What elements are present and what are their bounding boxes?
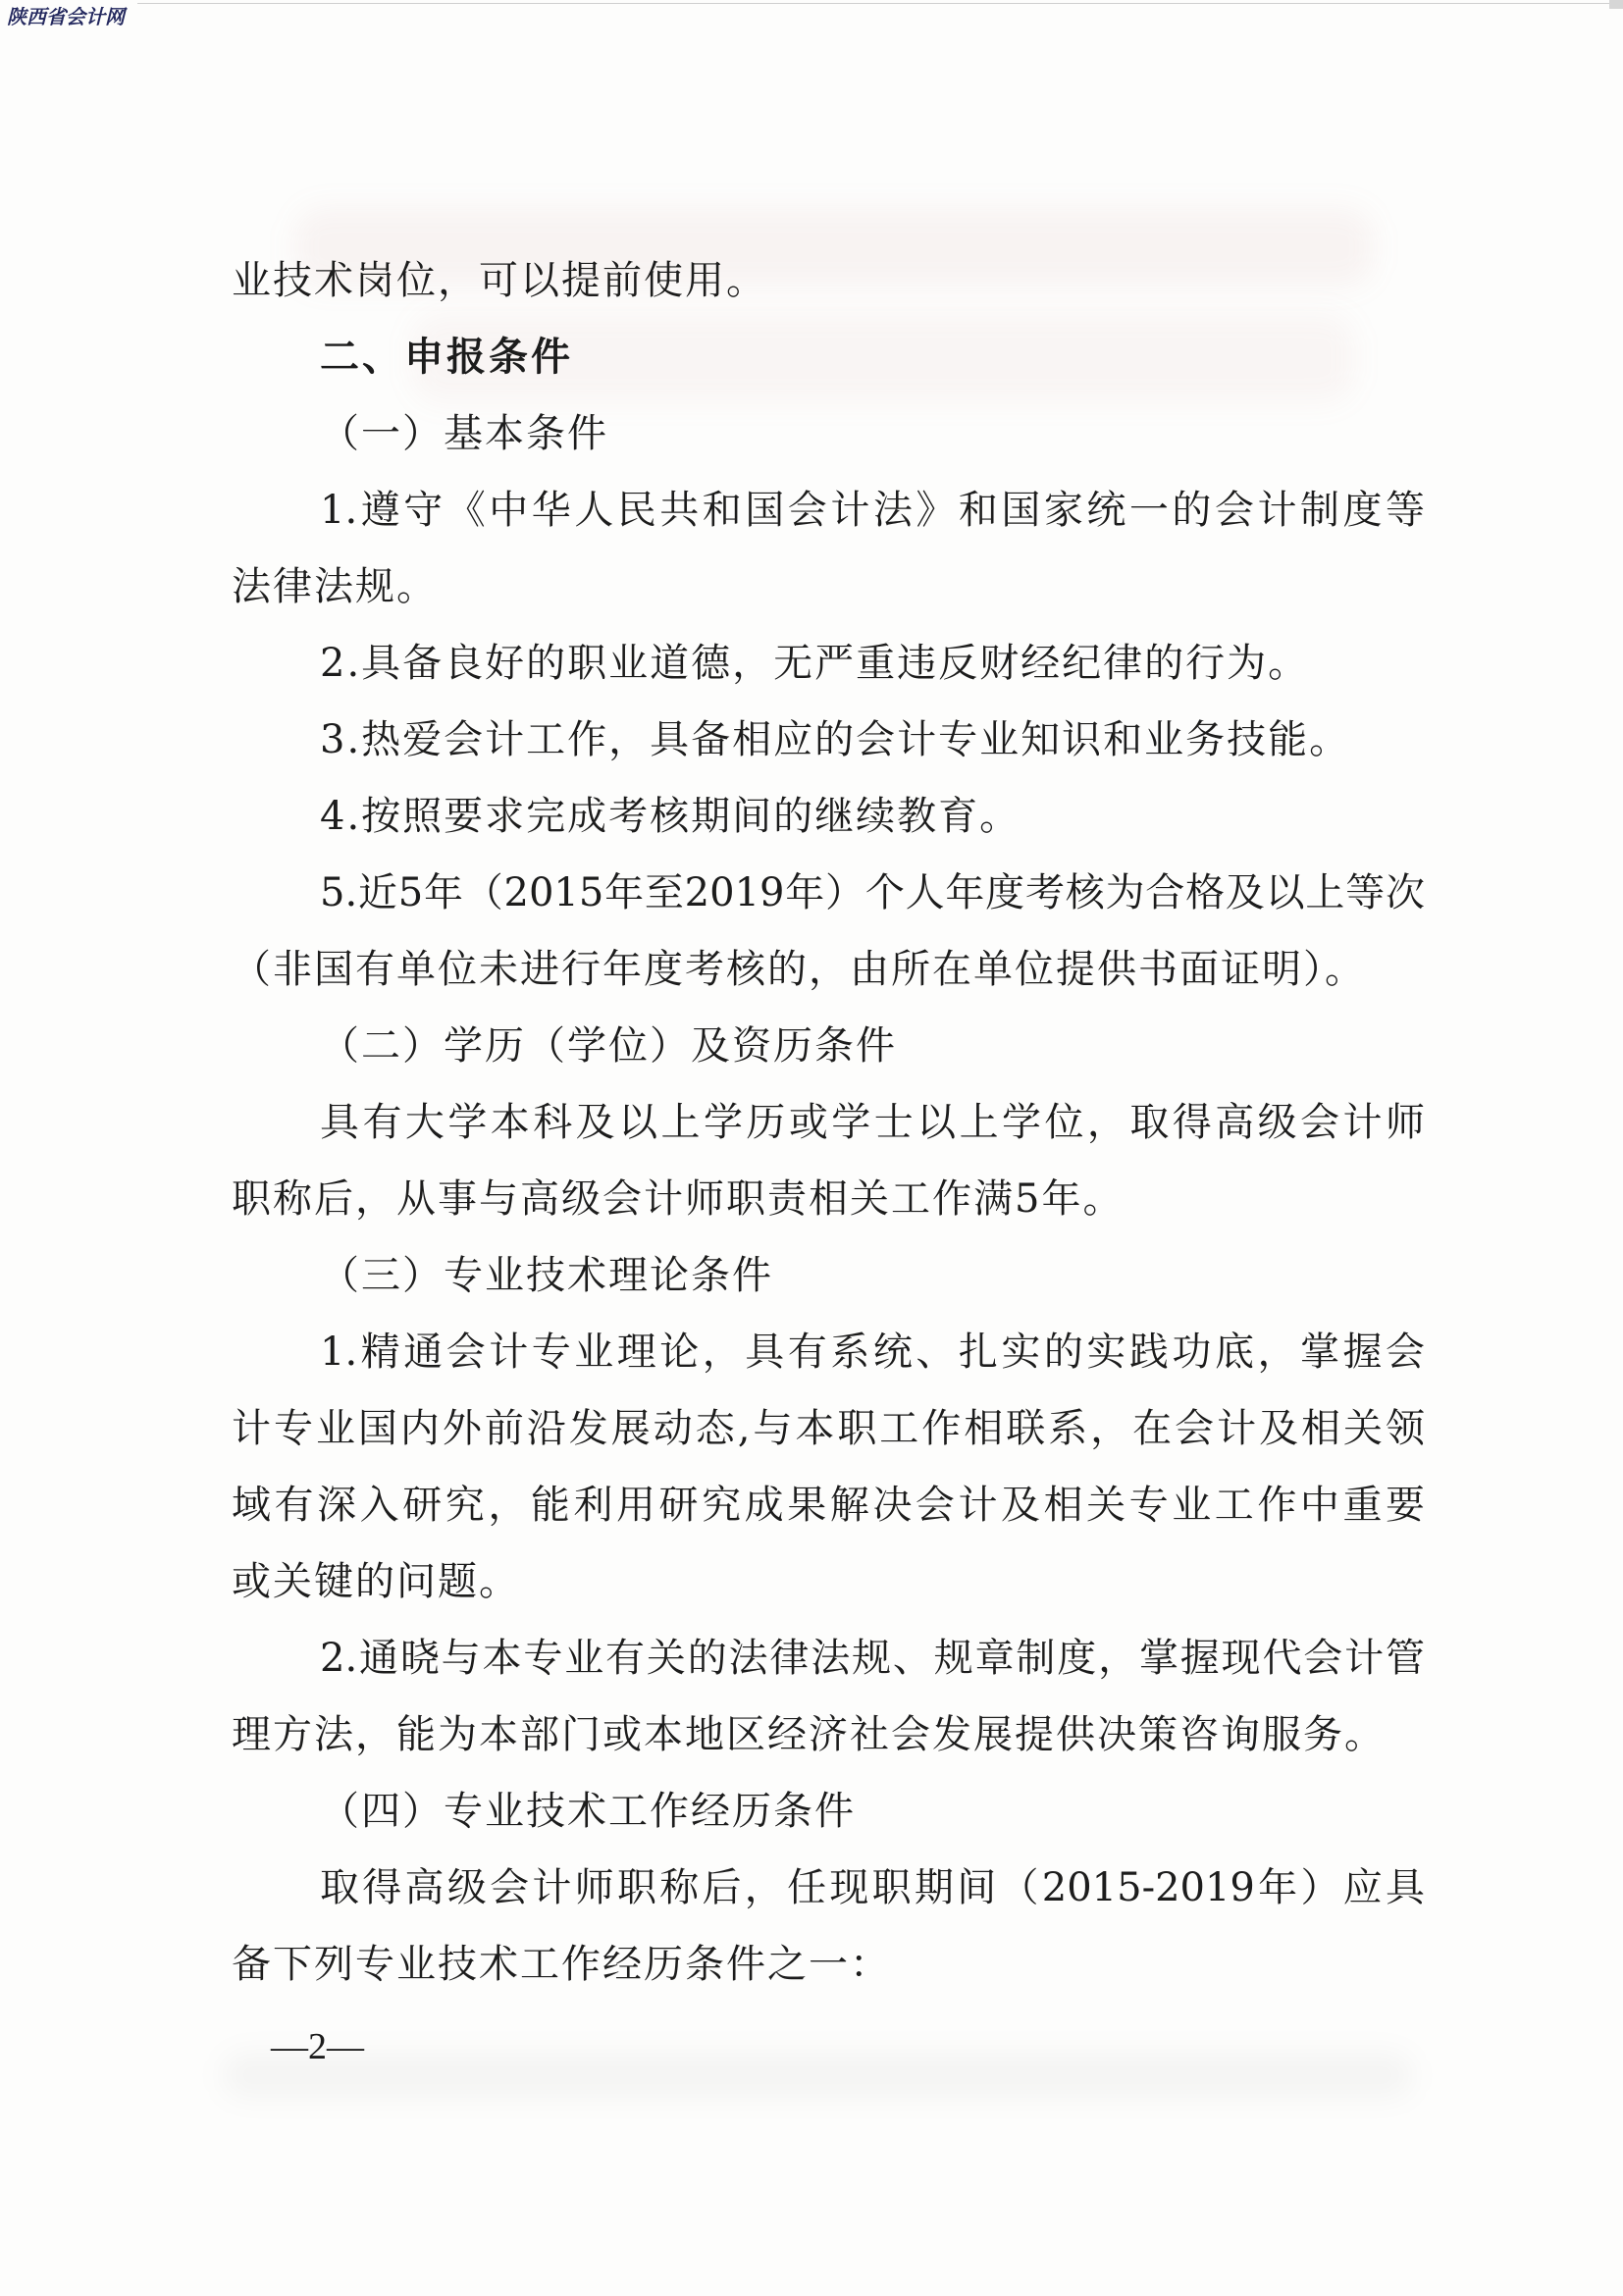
subsection-title: （二）学历（学位）及资历条件 [320, 1023, 897, 1069]
paragraph-line: 或关键的问题。 [232, 1559, 520, 1604]
paragraph-line: 2.通晓与本专业有关的法律法规、规章制度，掌握现代会计管 [320, 1636, 1425, 1681]
paragraph-line: 3.热爱会计工作，具备相应的会计专业知识和业务技能。 [320, 717, 1351, 762]
site-watermark: 陕西省会计网 [7, 5, 125, 28]
paragraph-line: 域有深入研究，能利用研究成果解决会计及相关专业工作中重要 [232, 1483, 1425, 1528]
paragraph-line: 业技术岗位，可以提前使用。 [232, 258, 767, 303]
paragraph-line: 具有大学本科及以上学历或学士以上学位，取得高级会计师 [320, 1100, 1425, 1145]
paragraph-line: 2.具备良好的职业道德，无严重违反财经纪律的行为。 [320, 641, 1310, 686]
paragraph-line: 备下列专业技术工作经历条件之一： [232, 1942, 891, 1987]
paragraph-line: 职称后，从事与高级会计师职责相关工作满5年。 [232, 1176, 1125, 1222]
paragraph-line: 取得高级会计师职称后，任现职期间（2015-2019年）应具 [320, 1865, 1425, 1910]
paragraph-line: 1.精通会计专业理论，具有系统、扎实的实践功底，掌握会 [320, 1330, 1425, 1375]
paragraph-line: 4.按照要求完成考核期间的继续教育。 [320, 794, 1021, 839]
subsection-title: （一）基本条件 [320, 411, 608, 456]
scan-edge-line [137, 3, 1609, 4]
document-body [0, 242, 1623, 2003]
section-heading: 二、申报条件 [320, 335, 573, 380]
paragraph-line: 理方法，能为本部门或本地区经济社会发展提供决策咨询服务。 [232, 1712, 1386, 1757]
scan-shadow-band [222, 2053, 1413, 2098]
paragraph-line: 1.遵守《中华人民共和国会计法》和国家统一的会计制度等 [320, 488, 1425, 533]
paragraph-line: 计专业国内外前沿发展动态,与本职工作相联系，在会计及相关领 [232, 1406, 1425, 1451]
paragraph-line: 5.近5年（2015年至2019年）个人年度考核为合格及以上等次 [320, 870, 1425, 915]
page-number: —2— [271, 2026, 364, 2067]
scan-corner-shadow [1609, 0, 1623, 9]
paragraph-line: 法律法规。 [232, 564, 438, 609]
subsection-title: （四）专业技术工作经历条件 [320, 1789, 856, 1834]
paragraph-line: （非国有单位未进行年度考核的，由所在单位提供书面证明）。 [232, 947, 1366, 992]
subsection-title: （三）专业技术理论条件 [320, 1253, 773, 1298]
